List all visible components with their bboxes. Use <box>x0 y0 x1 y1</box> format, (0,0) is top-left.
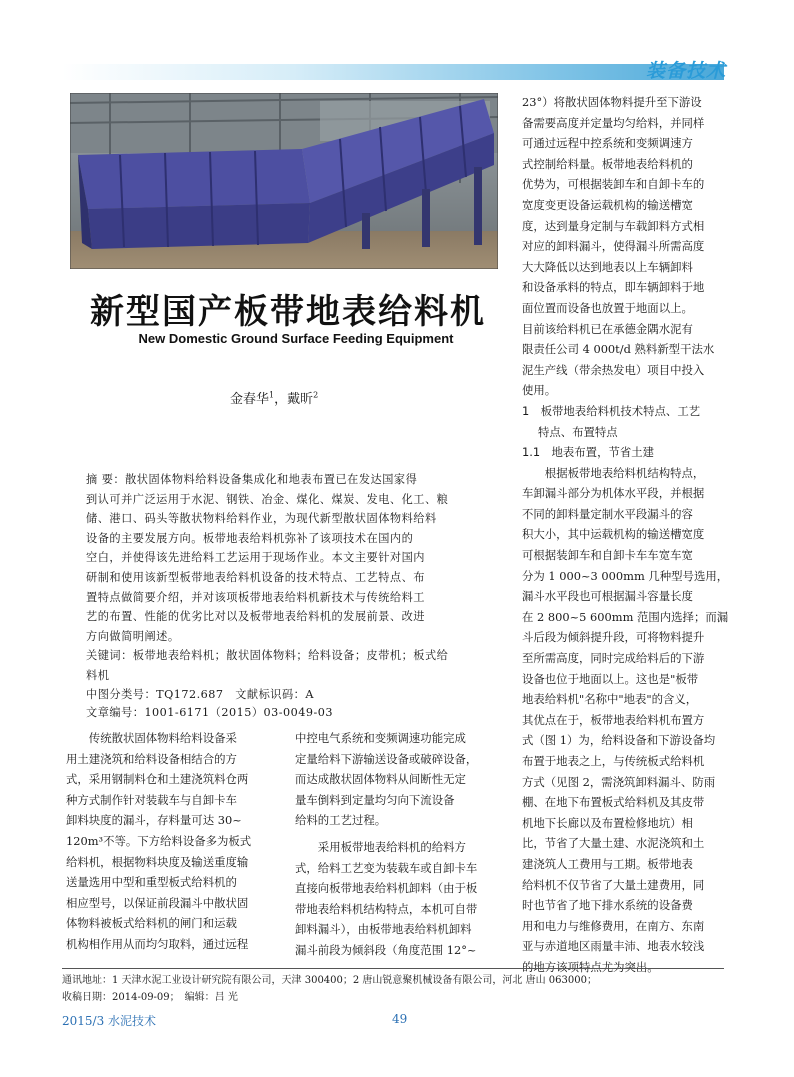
body-line: 在 2 800~5 600mm 范围内选择；而漏 <box>522 609 729 624</box>
body-line: 棚、在地下布置板式给料机及其皮带 <box>522 795 705 810</box>
author-separator: ， <box>274 392 288 407</box>
body-line: 式控制给料量。板带地表给料机的 <box>522 156 693 171</box>
body-line: 用土建浇筑和给料设备相结合的方 <box>66 751 237 766</box>
author-affiliation: 1 <box>269 390 275 400</box>
body-line: 量车倒料到定量均匀向下流设备 <box>295 792 455 807</box>
journal-issue: 2015/3 水泥技术 <box>62 1014 157 1028</box>
body-line: 定量给料下游输送设备或破碎设备， <box>295 751 478 766</box>
section-tag: 装备技术 <box>645 60 726 82</box>
body-line: 目前该给料机已在承德金隅水泥有 <box>522 321 693 336</box>
section-heading-1-1: 1.1 地表布置，节省土建 <box>522 445 655 460</box>
article-number: 文章编号：1001-6171（2015）03-0049-03 <box>86 705 334 719</box>
body-line: 漏斗水平段也可根据漏斗容量长度 <box>522 589 693 604</box>
body-column-middle <box>295 728 501 961</box>
keywords-line: 关键词：板带地表给料机；散状固体物料；给料设备；皮带机；板式给 <box>86 649 449 663</box>
body-line: 传统散状固体物料给料设备采 <box>88 731 237 745</box>
feeder-photo <box>70 93 498 269</box>
body-line: 种方式制作针对装载车与自卸卡车 <box>66 792 237 807</box>
body-line: 23°）将散状固体物料提升至下游设 <box>522 95 702 109</box>
body-line: 式（图 1）为，给料设备和下游设备均 <box>522 733 716 748</box>
abstract-line: 艺的布置、性能的优劣比对以及板带地表给料机的发展前景、改进 <box>86 610 425 624</box>
abstract-line: 置特点做简要介绍，并对该项板带地表给料机新技术与传统给料工 <box>86 590 425 604</box>
body-line: 方式（见图 2，需浇筑卸料漏斗、防雨 <box>522 774 716 789</box>
article-title: 新型国产板带地表给料机 <box>90 292 486 332</box>
section-heading-1: 1 板带地表给料机技术特点、工艺 <box>522 403 701 418</box>
footnote-address: 通讯地址：1 天津水泥工业设计研究院有限公司，天津 300400；2 唐山锐意聚机械设备有限公司，河北 唐山 063000； <box>62 975 597 986</box>
page-number: 49 <box>392 1012 408 1026</box>
body-line: 限责任公司 4 000t/d 熟料新型干法水 <box>522 342 715 357</box>
body-line: 机地下长廊以及布置检修地坑）相 <box>522 815 693 830</box>
body-line: 泥生产线（带余热发电）项目中投入 <box>522 362 705 377</box>
body-line: 分为 1 000~3 000mm 几种型号选用， <box>522 568 729 583</box>
keywords <box>86 646 488 685</box>
body-line: 和设备承料的特点，即车辆卸料于地 <box>522 280 705 295</box>
body-line: 根据板带地表给料机结构特点， <box>544 465 705 480</box>
abstract-line: 设备的主要发展方向。板带地表给料机弥补了该项技术在国内的 <box>86 531 414 545</box>
body-line: 度，达到量身定制与车载卸料方式相 <box>522 218 705 233</box>
body-line: 比，节省了大量土建、水泥浇筑和土 <box>522 836 705 851</box>
body-column-right <box>522 92 730 978</box>
keywords-line: 料机 <box>86 668 110 682</box>
body-line: 相应型号，以保证前段漏斗中散状固 <box>66 895 249 910</box>
body-line: 式，采用钢制料仓和土建浇筑料仓两 <box>66 772 249 787</box>
abstract-text <box>86 470 488 646</box>
abstract-line: 到认可并广泛运用于水泥、钢铁、冶金、煤化、煤炭、发电、化工、粮 <box>86 492 449 506</box>
body-line: 布置于地表之上，与传统板式给料机 <box>522 754 705 768</box>
header-gradient-bar <box>62 64 724 80</box>
author-affiliation: 2 <box>313 390 319 400</box>
article-title-en: New Domestic Ground Surface Feeding Equipment <box>138 331 454 346</box>
body-line: 不同的卸料量定制水平段漏斗的容 <box>522 506 693 521</box>
body-line: 备需要高度并定量均匀给料，并同样 <box>522 115 705 130</box>
abstract-line: 空白，并使得该先进给料工艺运用于现场作业。本文主要针对国内 <box>86 551 425 565</box>
abstract-block <box>86 470 488 722</box>
body-line: 采用板带地表给料机的给料方 <box>317 839 466 854</box>
classification-number: 中图分类号：TQ172.687 文献标识码：A <box>86 687 314 701</box>
abstract-line: 摘 要：散状固体物料给料设备集成化和地表布置已在发达国家得 <box>86 473 418 486</box>
body-line: 对应的卸料漏斗，使得漏斗所需高度 <box>522 239 705 254</box>
body-line: 积大小，其中运载机构的输送槽宽度 <box>522 527 705 542</box>
body-line: 时也节省了地下排水系统的设备费 <box>522 898 693 913</box>
abstract-line: 研制和使用该新型板带地表给料机设备的技术特点、工艺特点、布 <box>86 570 425 584</box>
author-name: 戴昕 <box>287 392 314 407</box>
body-line: 卸料块度的漏斗，存料量可达 30~ <box>66 813 242 828</box>
body-line: 中控电气系统和变频调速功能完成 <box>295 731 466 745</box>
body-line: 体物料被板式给料机的闸门和运载 <box>66 916 237 931</box>
body-line: 用和电力与维修费用，在南方、东南 <box>522 918 705 933</box>
footnotes <box>62 968 724 1006</box>
body-line: 的地方该项特点尤为突出。 <box>522 959 659 974</box>
body-line: 给料的工艺过程。 <box>295 813 387 828</box>
body-line: 可根据装卸车和自卸卡车车宽车宽 <box>522 548 693 563</box>
body-line: 直接向板带地表给料机卸料（由于板 <box>295 881 478 896</box>
abstract-line: 方向做简明阐述。 <box>86 629 180 643</box>
body-line: 而达成散状固体物料从间断性无定 <box>295 772 466 787</box>
body-line: 大大降低以达到地表以上车辆卸料 <box>522 259 693 274</box>
author-name: 金春华 <box>230 392 270 407</box>
body-line: 送量选用中型和重型板式给料机的 <box>66 875 237 890</box>
footnote-received: 收稿日期：2014-09-09； 编辑：吕 光 <box>62 992 238 1003</box>
body-line: 120m³不等。下方给料设备多为板式 <box>66 833 252 848</box>
body-line: 至所需高度，同时完成给料后的下游 <box>522 651 705 666</box>
body-line: 建浇筑人工费用与工期。板带地表 <box>522 856 693 871</box>
body-line: 车卸漏斗部分为机体水平段，并根据 <box>522 486 705 501</box>
author-line <box>230 388 318 407</box>
body-line: 优势为，可根据装卸车和自卸卡车的 <box>522 177 705 192</box>
body-line: 给料机不仅节省了大量土建费用，同 <box>522 877 705 892</box>
body-line: 设备也位于地面以上。这也是"板带 <box>522 671 699 686</box>
abstract-line: 储、港口、码头等散状物料给料作业，为现代新型散状固体物料给料 <box>86 512 437 526</box>
body-line: 式，给料工艺变为装载车或自卸卡车 <box>295 860 478 875</box>
section-heading-1-cont: 特点、布置特点 <box>537 424 618 439</box>
body-line: 机构相作用从而均匀取料，通过远程 <box>66 936 249 951</box>
body-line: 给料机，根据物料块度及输送重度输 <box>66 854 249 869</box>
body-line: 漏斗前段为倾斜段（角度范围 12°~ <box>295 942 477 957</box>
body-line: 宽度变更设备运载机构的输送槽宽 <box>522 197 693 212</box>
body-line: 带地表给料机结构特点，本机可自带 <box>295 901 478 916</box>
body-line: 斗后段为倾斜提升段，可将物料提升 <box>522 630 705 645</box>
body-line: 亚与赤道地区雨量丰沛、地表水较浅 <box>522 939 705 954</box>
body-column-left <box>66 728 272 955</box>
body-line: 卸料漏斗），由板带地表给料机卸料 <box>295 922 472 937</box>
body-line: 使用。 <box>522 383 557 398</box>
body-line: 地表给料机"名称中"地表"的含义， <box>522 692 698 707</box>
body-line: 可通过远程中控系统和变频调速方 <box>522 136 693 151</box>
body-line: 面位置而设备也放置于地面以上。 <box>522 300 693 315</box>
body-line: 其优点在于，板带地表给料机布置方 <box>522 712 705 727</box>
